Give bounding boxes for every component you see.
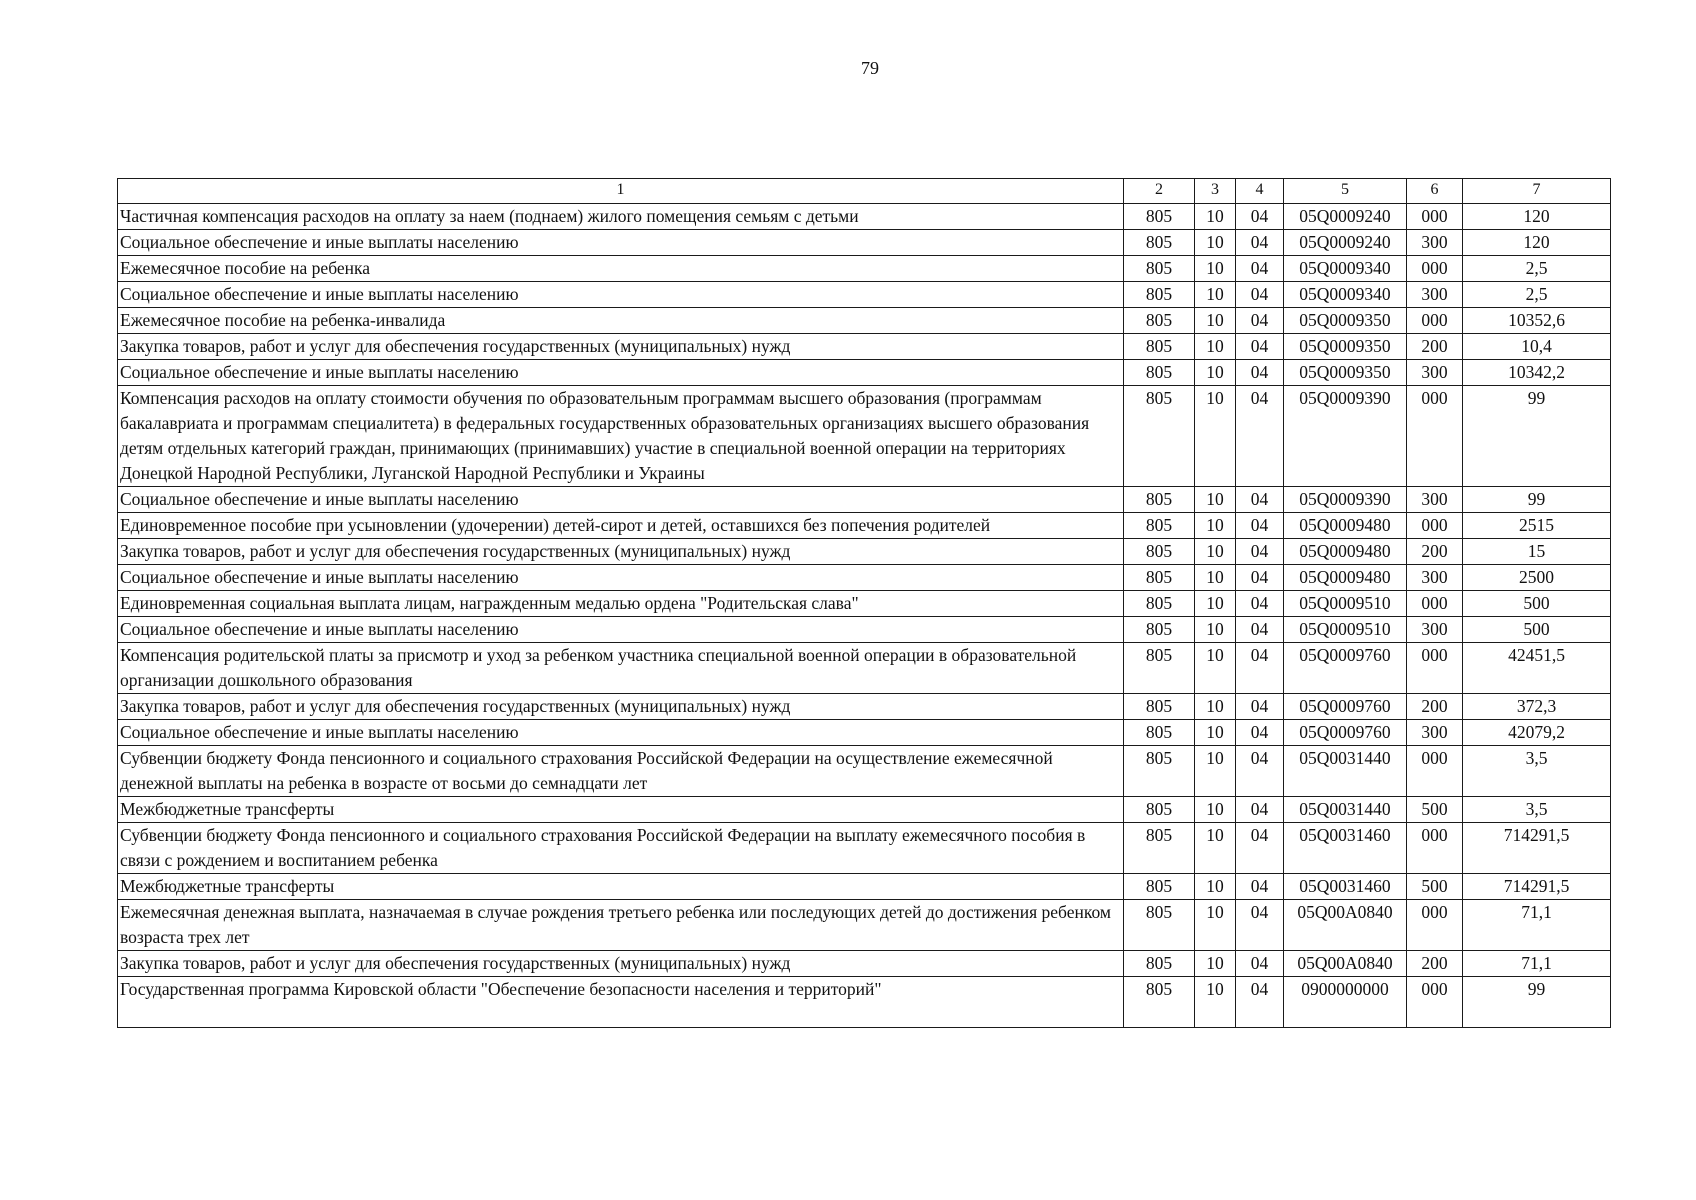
podrazdel-cell: 04 — [1236, 308, 1284, 334]
ved-cell: 805 — [1124, 386, 1195, 487]
ved-cell: 805 — [1124, 720, 1195, 746]
expense-type-cell: 000 — [1407, 746, 1463, 797]
target-article-cell: 05Q0031460 — [1284, 874, 1407, 900]
ved-cell: 805 — [1124, 746, 1195, 797]
target-article-cell: 05Q0009390 — [1284, 386, 1407, 487]
amount-cell: 3,5 — [1463, 746, 1611, 797]
amount-cell: 2515 — [1463, 513, 1611, 539]
podrazdel-cell: 04 — [1236, 823, 1284, 874]
target-article-cell: 05Q0009760 — [1284, 694, 1407, 720]
razdel-cell: 10 — [1195, 204, 1236, 230]
expense-type-cell: 200 — [1407, 694, 1463, 720]
expense-type-cell: 500 — [1407, 797, 1463, 823]
amount-cell: 500 — [1463, 617, 1611, 643]
table-row — [118, 900, 1611, 951]
ved-cell: 805 — [1124, 256, 1195, 282]
amount-cell: 99 — [1463, 977, 1611, 1028]
razdel-cell: 10 — [1195, 282, 1236, 308]
row-name-cell: Закупка товаров, работ и услуг для обеспечения государственных (муниципальных) нужд — [118, 539, 1124, 565]
target-article-cell: 05Q0009390 — [1284, 487, 1407, 513]
expense-type-cell: 300 — [1407, 282, 1463, 308]
razdel-cell: 10 — [1195, 823, 1236, 874]
target-article-cell: 05Q00A0840 — [1284, 951, 1407, 977]
target-article-cell: 0900000000 — [1284, 977, 1407, 1028]
expense-type-cell: 000 — [1407, 900, 1463, 951]
column-header: 6 — [1407, 179, 1463, 204]
razdel-cell: 10 — [1195, 694, 1236, 720]
table-row — [118, 951, 1611, 977]
table-row — [118, 282, 1611, 308]
podrazdel-cell: 04 — [1236, 694, 1284, 720]
row-name-cell: Субвенции бюджету Фонда пенсионного и социального страхования Российской Федерации на осуществление ежемесячной денежной выплаты на ребенка в возрасте от восьми до семнадцати лет — [118, 746, 1124, 797]
expense-type-cell: 200 — [1407, 951, 1463, 977]
target-article-cell: 05Q00A0840 — [1284, 900, 1407, 951]
target-article-cell: 05Q0009760 — [1284, 720, 1407, 746]
amount-cell: 99 — [1463, 386, 1611, 487]
expense-type-cell: 000 — [1407, 308, 1463, 334]
amount-cell: 15 — [1463, 539, 1611, 565]
table-row — [118, 308, 1611, 334]
column-header: 5 — [1284, 179, 1407, 204]
podrazdel-cell: 04 — [1236, 487, 1284, 513]
expense-type-cell: 300 — [1407, 720, 1463, 746]
razdel-cell: 10 — [1195, 643, 1236, 694]
expense-type-cell: 300 — [1407, 360, 1463, 386]
expense-type-cell: 300 — [1407, 487, 1463, 513]
razdel-cell: 10 — [1195, 360, 1236, 386]
ved-cell: 805 — [1124, 513, 1195, 539]
podrazdel-cell: 04 — [1236, 539, 1284, 565]
column-header: 3 — [1195, 179, 1236, 204]
ved-cell: 805 — [1124, 308, 1195, 334]
amount-cell: 10352,6 — [1463, 308, 1611, 334]
target-article-cell: 05Q0009510 — [1284, 617, 1407, 643]
podrazdel-cell: 04 — [1236, 617, 1284, 643]
row-name-cell: Социальное обеспечение и иные выплаты населению — [118, 487, 1124, 513]
row-name-cell: Социальное обеспечение и иные выплаты населению — [118, 282, 1124, 308]
column-header: 7 — [1463, 179, 1611, 204]
amount-cell: 2,5 — [1463, 256, 1611, 282]
row-name-cell: Частичная компенсация расходов на оплату за наем (поднаем) жилого помещения семьям с детьми — [118, 204, 1124, 230]
ved-cell: 805 — [1124, 977, 1195, 1028]
expense-type-cell: 200 — [1407, 334, 1463, 360]
podrazdel-cell: 04 — [1236, 334, 1284, 360]
table-row — [118, 204, 1611, 230]
amount-cell: 372,3 — [1463, 694, 1611, 720]
podrazdel-cell: 04 — [1236, 282, 1284, 308]
ved-cell: 805 — [1124, 797, 1195, 823]
razdel-cell: 10 — [1195, 487, 1236, 513]
ved-cell: 805 — [1124, 617, 1195, 643]
razdel-cell: 10 — [1195, 746, 1236, 797]
table-row — [118, 386, 1611, 487]
ved-cell: 805 — [1124, 282, 1195, 308]
target-article-cell: 05Q0009240 — [1284, 230, 1407, 256]
razdel-cell: 10 — [1195, 513, 1236, 539]
expense-type-cell: 200 — [1407, 539, 1463, 565]
razdel-cell: 10 — [1195, 308, 1236, 334]
table-row — [118, 513, 1611, 539]
page-number: 79 — [861, 58, 879, 78]
row-name-cell: Закупка товаров, работ и услуг для обеспечения государственных (муниципальных) нужд — [118, 951, 1124, 977]
row-name-cell: Государственная программа Кировской области "Обеспечение безопасности населения и территорий" — [118, 977, 1124, 1028]
table-row — [118, 565, 1611, 591]
amount-cell: 500 — [1463, 591, 1611, 617]
table-row — [118, 694, 1611, 720]
row-name-cell: Социальное обеспечение и иные выплаты населению — [118, 720, 1124, 746]
razdel-cell: 10 — [1195, 334, 1236, 360]
table-row — [118, 487, 1611, 513]
razdel-cell: 10 — [1195, 539, 1236, 565]
ved-cell: 805 — [1124, 591, 1195, 617]
row-name-cell: Субвенции бюджету Фонда пенсионного и социального страхования Российской Федерации на выплату ежемесячного пособия в связи с рождением и воспитанием ребенка — [118, 823, 1124, 874]
target-article-cell: 05Q0009480 — [1284, 539, 1407, 565]
podrazdel-cell: 04 — [1236, 360, 1284, 386]
razdel-cell: 10 — [1195, 386, 1236, 487]
row-name-cell: Межбюджетные трансферты — [118, 797, 1124, 823]
expense-type-cell: 300 — [1407, 230, 1463, 256]
budget-table — [117, 178, 1611, 1028]
target-article-cell: 05Q0009240 — [1284, 204, 1407, 230]
podrazdel-cell: 04 — [1236, 386, 1284, 487]
table-row — [118, 230, 1611, 256]
razdel-cell: 10 — [1195, 951, 1236, 977]
podrazdel-cell: 04 — [1236, 977, 1284, 1028]
podrazdel-cell: 04 — [1236, 204, 1284, 230]
target-article-cell: 05Q0031440 — [1284, 797, 1407, 823]
row-name-cell: Социальное обеспечение и иные выплаты населению — [118, 230, 1124, 256]
ved-cell: 805 — [1124, 900, 1195, 951]
column-header: 2 — [1124, 179, 1195, 204]
expense-type-cell: 000 — [1407, 513, 1463, 539]
ved-cell: 805 — [1124, 539, 1195, 565]
header-row — [118, 179, 1611, 204]
table-row — [118, 617, 1611, 643]
amount-cell: 10,4 — [1463, 334, 1611, 360]
razdel-cell: 10 — [1195, 900, 1236, 951]
row-name-cell: Ежемесячное пособие на ребенка — [118, 256, 1124, 282]
podrazdel-cell: 04 — [1236, 900, 1284, 951]
row-name-cell: Компенсация расходов на оплату стоимости обучения по образовательным программам высшего образования (программам бакалавриата и программам специалитета) в федеральных государственных образовательных организациях высшего образования детям отдельных категорий граждан, принимающих (принимавших) участие в специальной военной операции на территориях Донецкой Народной Республики, Луганской Народной Республики и Украины — [118, 386, 1124, 487]
amount-cell: 714291,5 — [1463, 823, 1611, 874]
podrazdel-cell: 04 — [1236, 797, 1284, 823]
expense-type-cell: 000 — [1407, 386, 1463, 487]
ved-cell: 805 — [1124, 230, 1195, 256]
expense-type-cell: 000 — [1407, 591, 1463, 617]
row-name-cell: Закупка товаров, работ и услуг для обеспечения государственных (муниципальных) нужд — [118, 334, 1124, 360]
razdel-cell: 10 — [1195, 617, 1236, 643]
razdel-cell: 10 — [1195, 720, 1236, 746]
row-name-cell: Закупка товаров, работ и услуг для обеспечения государственных (муниципальных) нужд — [118, 694, 1124, 720]
table-row — [118, 591, 1611, 617]
podrazdel-cell: 04 — [1236, 565, 1284, 591]
amount-cell: 2,5 — [1463, 282, 1611, 308]
table-body — [118, 204, 1611, 1028]
table-row — [118, 643, 1611, 694]
expense-type-cell: 000 — [1407, 823, 1463, 874]
razdel-cell: 10 — [1195, 797, 1236, 823]
row-name-cell: Ежемесячное пособие на ребенка-инвалида — [118, 308, 1124, 334]
table-row — [118, 539, 1611, 565]
razdel-cell: 10 — [1195, 977, 1236, 1028]
row-name-cell: Социальное обеспечение и иные выплаты населению — [118, 565, 1124, 591]
ved-cell: 805 — [1124, 951, 1195, 977]
target-article-cell: 05Q0009350 — [1284, 308, 1407, 334]
amount-cell: 714291,5 — [1463, 874, 1611, 900]
razdel-cell: 10 — [1195, 256, 1236, 282]
razdel-cell: 10 — [1195, 874, 1236, 900]
table-row — [118, 256, 1611, 282]
podrazdel-cell: 04 — [1236, 256, 1284, 282]
column-header: 4 — [1236, 179, 1284, 204]
ved-cell: 805 — [1124, 874, 1195, 900]
table-row — [118, 360, 1611, 386]
target-article-cell: 05Q0031460 — [1284, 823, 1407, 874]
row-name-cell: Социальное обеспечение и иные выплаты населению — [118, 360, 1124, 386]
podrazdel-cell: 04 — [1236, 720, 1284, 746]
row-name-cell: Социальное обеспечение и иные выплаты населению — [118, 617, 1124, 643]
razdel-cell: 10 — [1195, 591, 1236, 617]
amount-cell: 3,5 — [1463, 797, 1611, 823]
row-name-cell: Единовременное пособие при усыновлении (удочерении) детей-сирот и детей, оставшихся без попечения родителей — [118, 513, 1124, 539]
podrazdel-cell: 04 — [1236, 643, 1284, 694]
ved-cell: 805 — [1124, 823, 1195, 874]
table-row — [118, 720, 1611, 746]
podrazdel-cell: 04 — [1236, 230, 1284, 256]
target-article-cell: 05Q0009480 — [1284, 513, 1407, 539]
target-article-cell: 05Q0009340 — [1284, 282, 1407, 308]
ved-cell: 805 — [1124, 334, 1195, 360]
row-name-cell: Межбюджетные трансферты — [118, 874, 1124, 900]
ved-cell: 805 — [1124, 694, 1195, 720]
amount-cell: 42079,2 — [1463, 720, 1611, 746]
podrazdel-cell: 04 — [1236, 591, 1284, 617]
table-row — [118, 334, 1611, 360]
row-name-cell: Ежемесячная денежная выплата, назначаемая в случае рождения третьего ребенка или последующих детей до достижения ребенком возраста трех лет — [118, 900, 1124, 951]
podrazdel-cell: 04 — [1236, 874, 1284, 900]
expense-type-cell: 300 — [1407, 565, 1463, 591]
podrazdel-cell: 04 — [1236, 951, 1284, 977]
expense-type-cell: 000 — [1407, 256, 1463, 282]
ved-cell: 805 — [1124, 565, 1195, 591]
expense-type-cell: 300 — [1407, 617, 1463, 643]
expense-type-cell: 500 — [1407, 874, 1463, 900]
table-row — [118, 746, 1611, 797]
target-article-cell: 05Q0009510 — [1284, 591, 1407, 617]
amount-cell: 120 — [1463, 230, 1611, 256]
target-article-cell: 05Q0009340 — [1284, 256, 1407, 282]
row-name-cell: Единовременная социальная выплата лицам, награжденным медалью ордена "Родительская слава" — [118, 591, 1124, 617]
table-row — [118, 977, 1611, 1028]
ved-cell: 805 — [1124, 487, 1195, 513]
target-article-cell: 05Q0009350 — [1284, 334, 1407, 360]
expense-type-cell: 000 — [1407, 977, 1463, 1028]
target-article-cell: 05Q0009760 — [1284, 643, 1407, 694]
ved-cell: 805 — [1124, 643, 1195, 694]
amount-cell: 120 — [1463, 204, 1611, 230]
amount-cell: 99 — [1463, 487, 1611, 513]
amount-cell: 71,1 — [1463, 900, 1611, 951]
row-name-cell: Компенсация родительской платы за присмотр и уход за ребенком участника специальной военной операции в образовательной организации дошкольного образования — [118, 643, 1124, 694]
target-article-cell: 05Q0009480 — [1284, 565, 1407, 591]
amount-cell: 71,1 — [1463, 951, 1611, 977]
expense-type-cell: 000 — [1407, 643, 1463, 694]
target-article-cell: 05Q0009350 — [1284, 360, 1407, 386]
column-header: 1 — [118, 179, 1124, 204]
table-row — [118, 874, 1611, 900]
amount-cell: 2500 — [1463, 565, 1611, 591]
expense-type-cell: 000 — [1407, 204, 1463, 230]
table-row — [118, 823, 1611, 874]
podrazdel-cell: 04 — [1236, 513, 1284, 539]
ved-cell: 805 — [1124, 360, 1195, 386]
ved-cell: 805 — [1124, 204, 1195, 230]
table-row — [118, 797, 1611, 823]
amount-cell: 10342,2 — [1463, 360, 1611, 386]
razdel-cell: 10 — [1195, 230, 1236, 256]
podrazdel-cell: 04 — [1236, 746, 1284, 797]
razdel-cell: 10 — [1195, 565, 1236, 591]
amount-cell: 42451,5 — [1463, 643, 1611, 694]
target-article-cell: 05Q0031440 — [1284, 746, 1407, 797]
